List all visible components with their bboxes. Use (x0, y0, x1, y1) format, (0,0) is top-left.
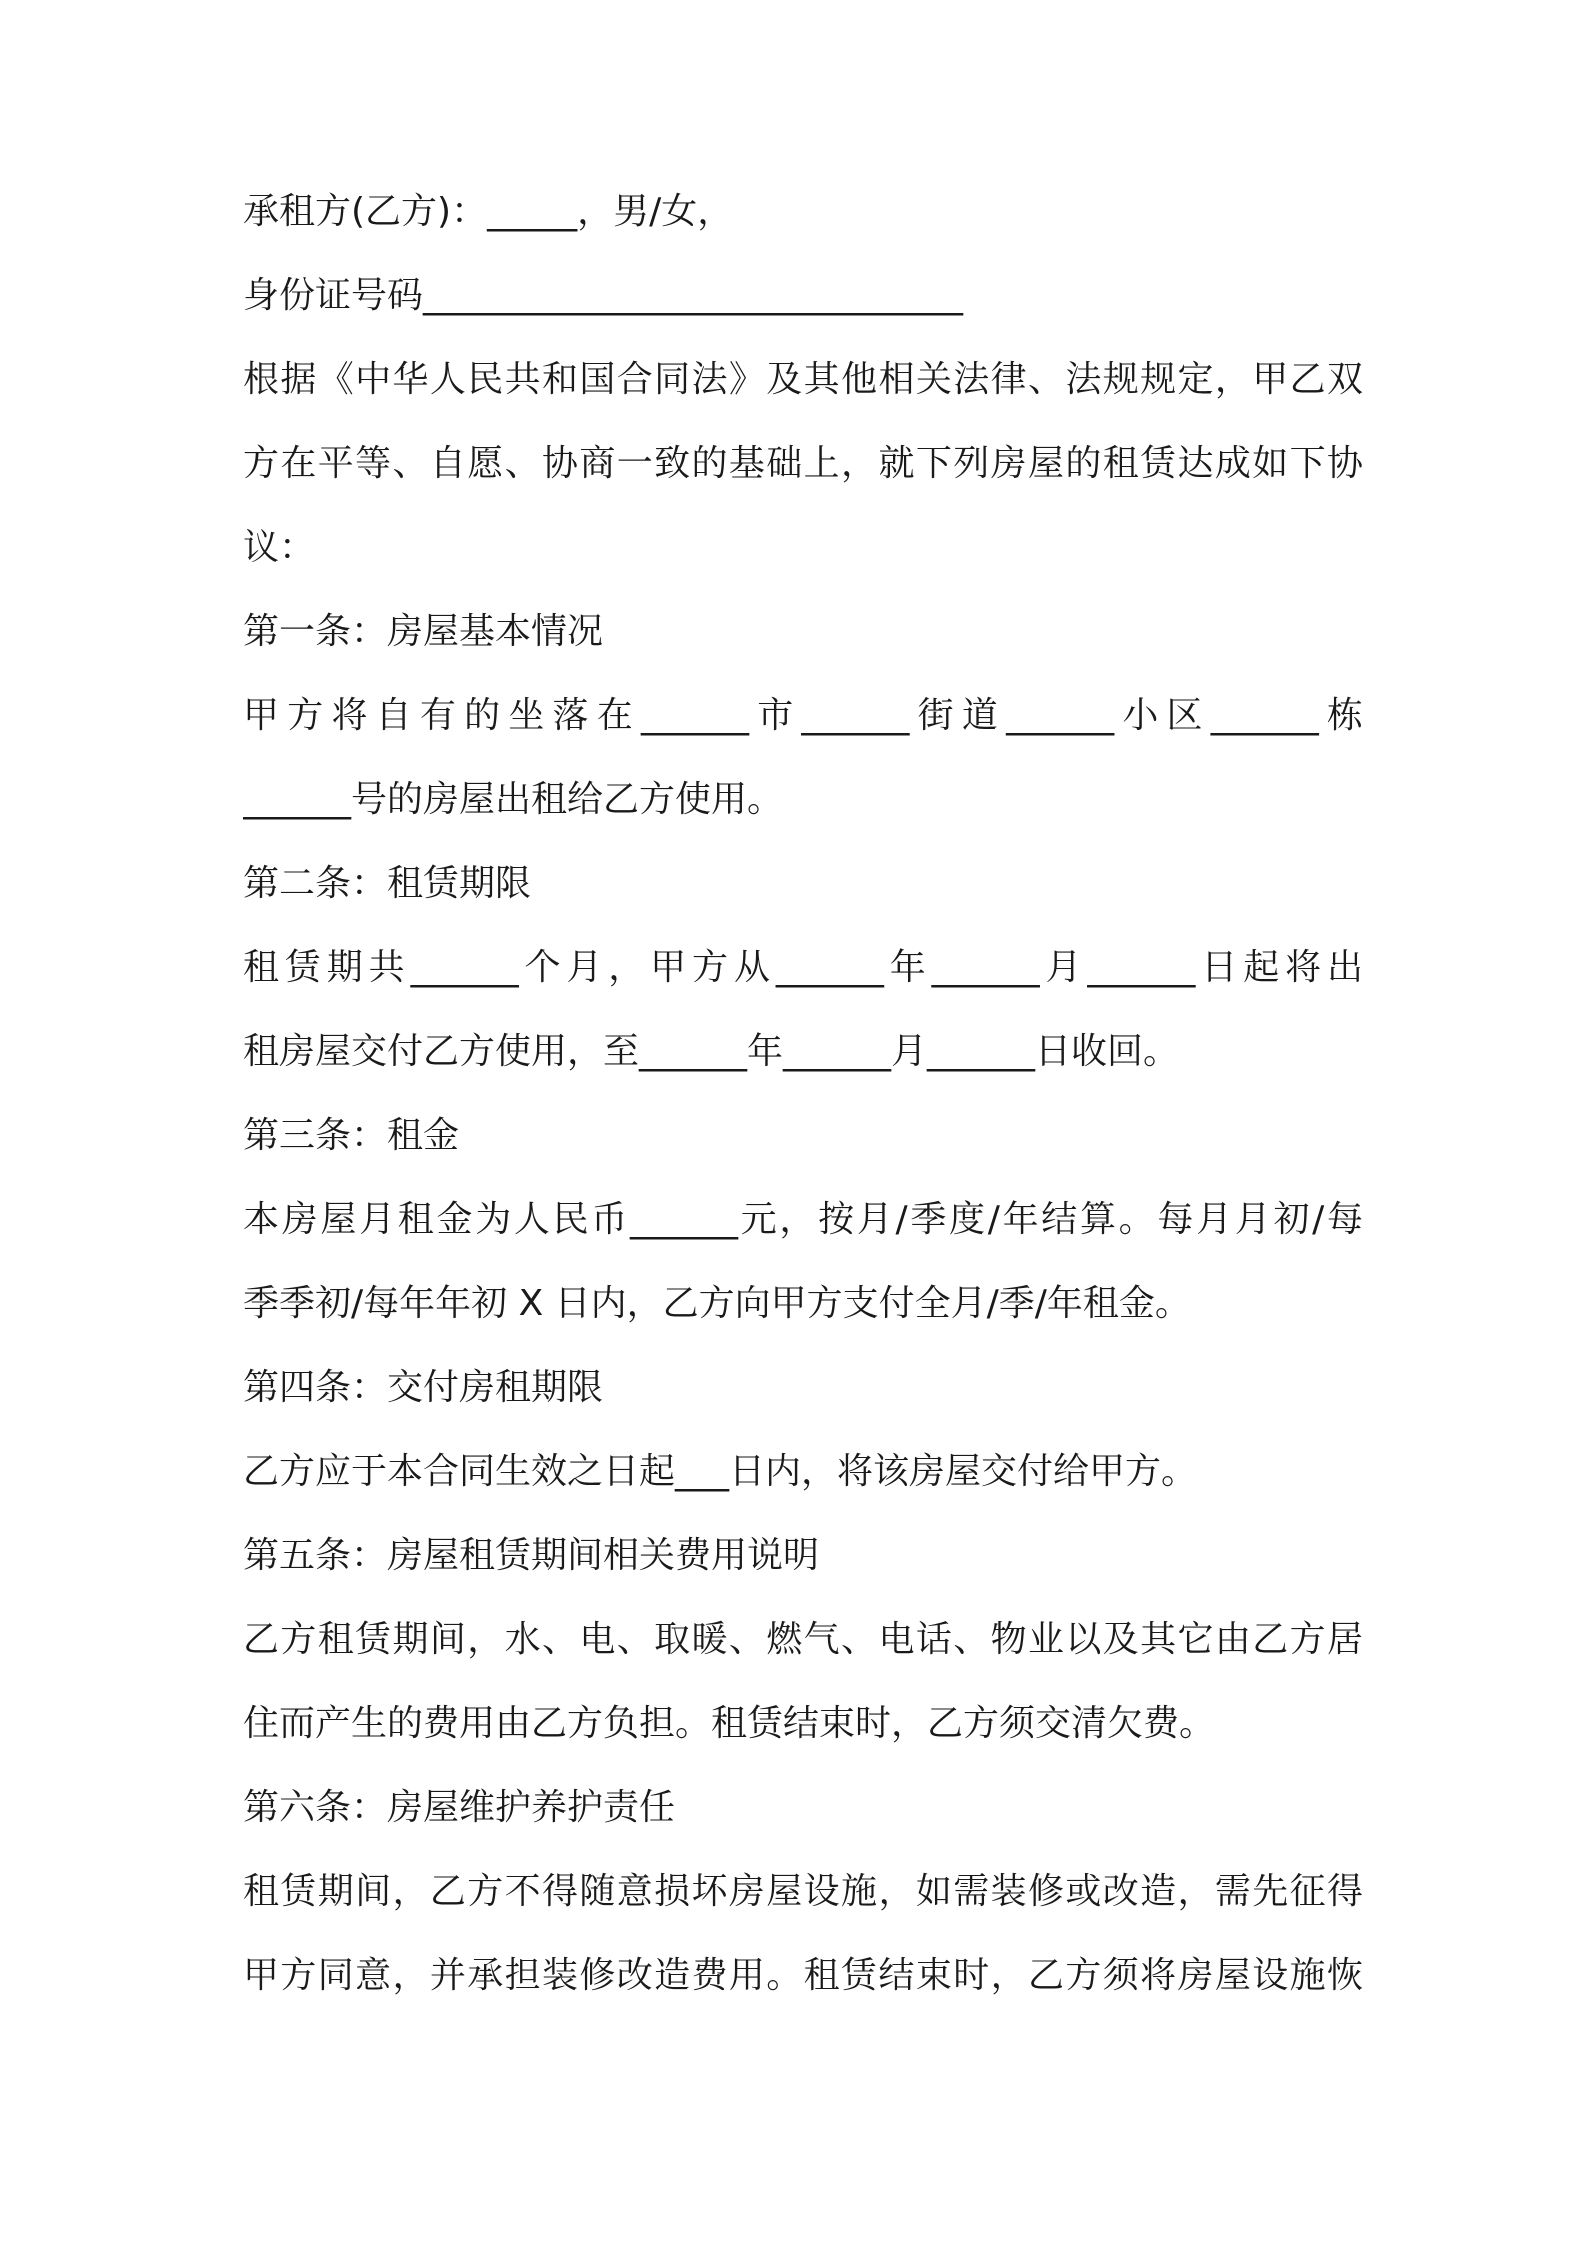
article-3-line-2: 季季初/每年年初 X 日内，乙方向甲方支付全月/季/年租金。 (243, 1283, 1191, 1324)
article-6-line-1: 租赁期间，乙方不得随意损坏房屋设施，如需装修或改造，需先征得 (243, 1871, 1363, 1912)
article-3-line-1: 本房屋月租金为人民币______元，按月/季度/年结算。每月月初/每 (243, 1199, 1363, 1240)
article-5-heading: 第五条：房屋租赁期间相关费用说明 (243, 1535, 820, 1576)
preamble-line-2: 方在平等、自愿、协商一致的基础上，就下列房屋的租赁达成如下协 (243, 443, 1363, 484)
article-2-line-1: 租赁期共______个月，甲方从______年______月______日起将出 (243, 947, 1363, 988)
article-3-heading: 第三条：租金 (243, 1115, 460, 1156)
article-1-line-2: ______号的房屋出租给乙方使用。 (243, 779, 784, 820)
tenant-line: 承租方(乙方)：_____，男/女， (243, 191, 734, 232)
article-1-heading: 第一条：房屋基本情况 (243, 611, 604, 652)
article-2-line-2: 租房屋交付乙方使用，至______年______月______日收回。 (243, 1031, 1180, 1072)
id-number-line: 身份证号码______________________________ (243, 275, 964, 316)
article-6-heading: 第六条：房屋维护养护责任 (243, 1787, 676, 1828)
preamble-line-1: 根据《中华人民共和国合同法》及其他相关法律、法规规定，甲乙双 (243, 359, 1363, 400)
article-1-line-1: 甲方将自有的坐落在______市______街道______小区______栋 (243, 695, 1363, 736)
article-2-heading: 第二条：租赁期限 (243, 863, 532, 904)
article-6-line-2: 甲方同意，并承担装修改造费用。租赁结束时，乙方须将房屋设施恢 (243, 1955, 1363, 1996)
article-5-line-1: 乙方租赁期间，水、电、取暖、燃气、电话、物业以及其它由乙方居 (243, 1619, 1363, 1660)
article-4-heading: 第四条：交付房租期限 (243, 1367, 604, 1408)
article-5-line-2: 住而产生的费用由乙方负担。租赁结束时，乙方须交清欠费。 (243, 1703, 1216, 1744)
preamble-line-3: 议： (243, 527, 316, 568)
article-4-line-1: 乙方应于本合同生效之日起___日内，将该房屋交付给甲方。 (243, 1451, 1198, 1492)
contract-document (243, 170, 1363, 2018)
